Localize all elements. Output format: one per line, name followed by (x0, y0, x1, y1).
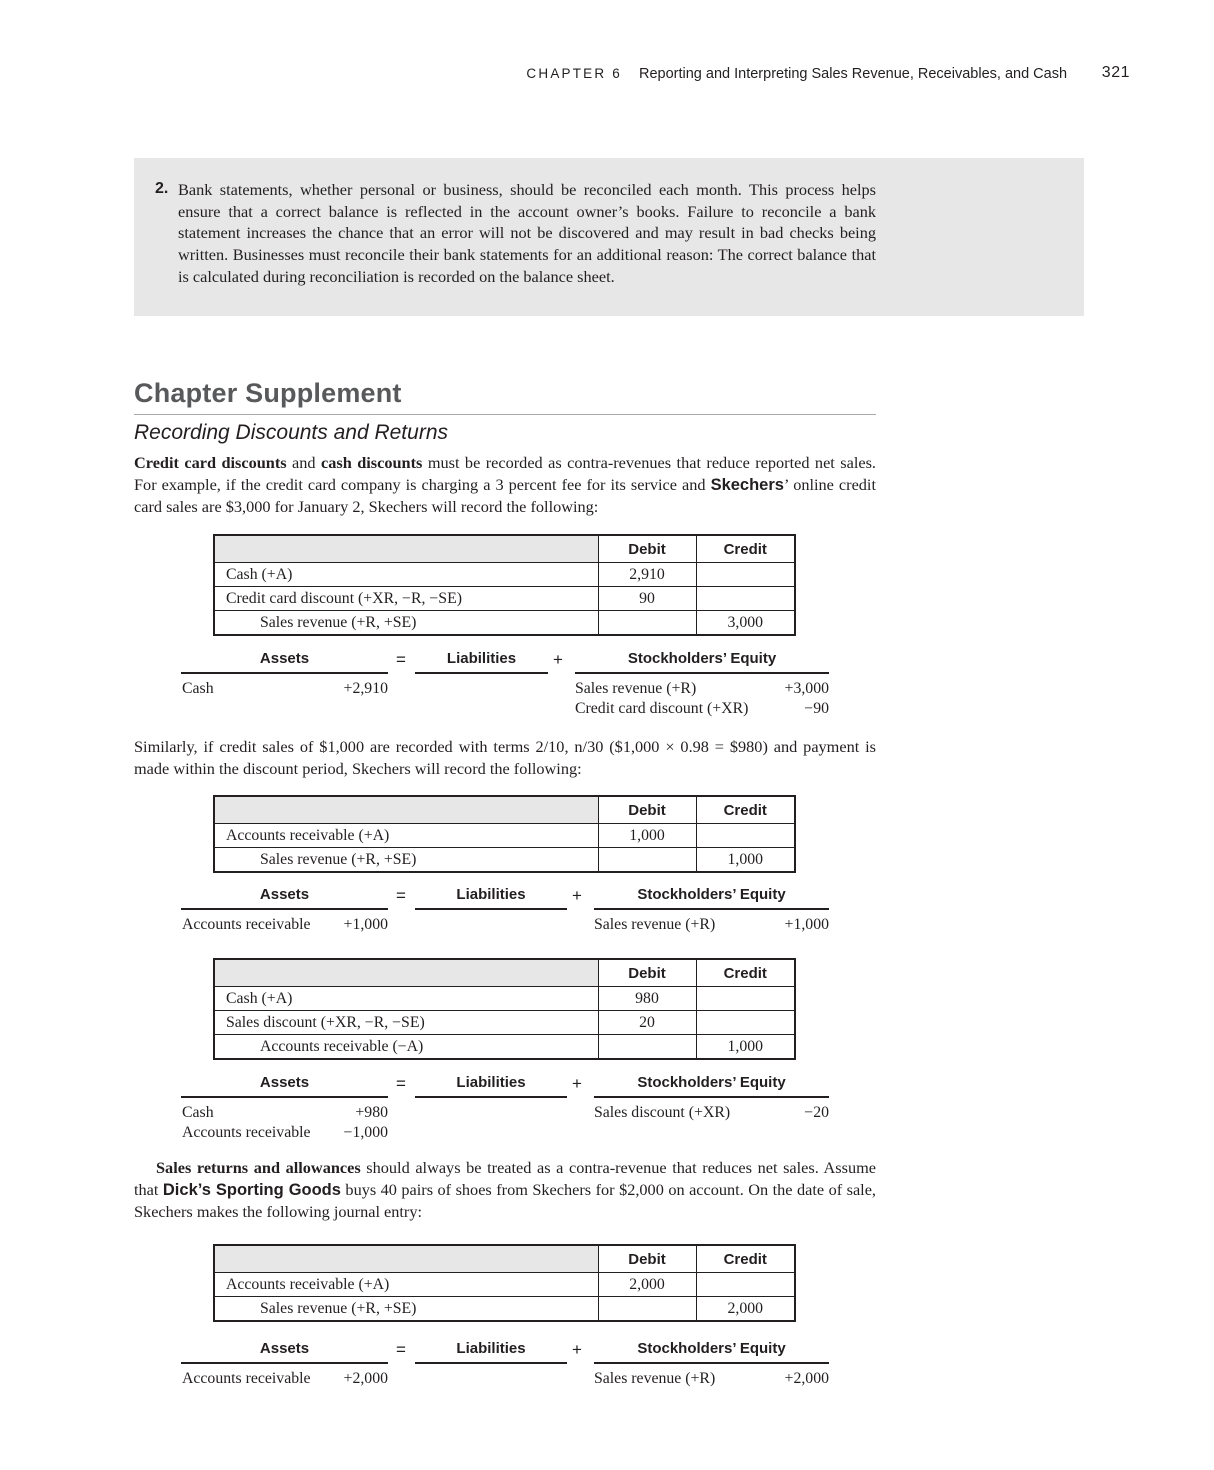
para-text: ’ online credit card sales are $3,000 for January 2, Skechers will record the following: (134, 474, 876, 517)
debit-header: Debit (598, 1246, 696, 1273)
term-cash-discounts: cash discounts (321, 453, 423, 472)
account-name: Accounts receivable (+A) (215, 824, 598, 848)
para-text: must be recorded as contra-revenues that reduce reported net sales. For example, if the credit card company is charging a 3 percent fee for its service and (134, 453, 876, 494)
supplement-title: Chapter Supplement (134, 378, 402, 408)
account-name: Sales revenue (+R, +SE) (215, 848, 598, 872)
credit-header: Credit (696, 960, 794, 987)
debit-amount: 1,000 (598, 824, 696, 848)
page-number: 321 (1101, 64, 1130, 81)
term-credit-card-discounts: Credit card discounts (134, 453, 287, 472)
asset-amount: +2,000 (343, 1370, 388, 1387)
credit-amount (696, 987, 794, 1011)
debit-amount: 2,000 (598, 1273, 696, 1297)
asset-account: Accounts receivable (182, 916, 311, 933)
credit-amount (696, 563, 794, 587)
asset-account: Cash (182, 1104, 214, 1121)
equity-account: Sales revenue (+R) (594, 916, 716, 933)
plus-sign: + (572, 1340, 582, 1359)
answer-text: Bank statements, whether personal or business, should be reconciled each month. This process helps ensure that a correct balance is reflected in the account owner’s books. Failure to reconcile a bank statement increases the chance that an error will not be discovered and may result in bad checks being written. Businesses must reconcile their bank statements for an additional reason: The correct balance that is calculated during reconciliation is recorded on the balance sheet. (178, 180, 876, 286)
equation-underline (181, 1096, 388, 1098)
journal-header-row (215, 960, 794, 987)
debit-amount: 20 (598, 1011, 696, 1035)
debit-amount (598, 848, 696, 872)
account-name: Accounts receivable (+A) (215, 1273, 598, 1297)
equity-amount: +1,000 (784, 916, 829, 933)
journal-row (215, 1011, 794, 1035)
answer-number: 2. (155, 180, 169, 197)
equity-amount: −90 (804, 700, 829, 717)
para-text: should always be treated as a contra-revenue that reduces net sales. Assume that (134, 1158, 876, 1199)
equals-sign: = (396, 886, 406, 905)
plus-sign: + (572, 1074, 582, 1093)
accounting-equation (181, 650, 829, 720)
equals-sign: = (396, 1340, 406, 1359)
equation-underline (594, 908, 829, 910)
journal-row (215, 1035, 794, 1059)
equity-header: Stockholders’ Equity (627, 650, 777, 667)
liabilities-header: Liabilities (456, 886, 526, 903)
journal-table (213, 795, 796, 873)
assets-header: Assets (259, 650, 310, 667)
equity-header: Stockholders’ Equity (637, 1340, 786, 1357)
accounting-equation (181, 1074, 829, 1144)
debit-header: Debit (598, 960, 696, 987)
equity-amount: +2,000 (784, 1370, 829, 1387)
equity-account: Credit card discount (+XR) (575, 700, 749, 717)
equity-amount: +3,000 (784, 680, 829, 697)
chapter-title: Reporting and Interpreting Sales Revenue, Receivables, and Cash (639, 66, 1068, 82)
equation-underline (415, 672, 548, 674)
journal-header-row (215, 797, 794, 824)
credit-amount: 2,000 (696, 1297, 794, 1321)
journal-table (213, 1244, 796, 1322)
debit-amount (598, 1035, 696, 1059)
credit-amount: 1,000 (696, 1035, 794, 1059)
journal-table (213, 958, 796, 1060)
liabilities-header: Liabilities (456, 1340, 526, 1357)
account-name: Accounts receivable (−A) (215, 1035, 598, 1059)
equity-header: Stockholders’ Equity (637, 1074, 786, 1091)
account-name: Sales revenue (+R, +SE) (215, 1297, 598, 1321)
journal-row (215, 1297, 794, 1321)
equity-account: Sales discount (+XR) (594, 1104, 731, 1121)
equals-sign: = (396, 650, 406, 669)
equity-account: Sales revenue (+R) (575, 680, 697, 697)
assets-header: Assets (259, 1074, 310, 1091)
equation-underline (181, 672, 388, 674)
account-name: Cash (+A) (215, 987, 598, 1011)
para-text: buys 40 pairs of shoes from Skechers for $2,000 on account. On the date of sale, Skechers makes the following journal entry: (134, 1179, 877, 1222)
equity-header: Stockholders’ Equity (637, 886, 786, 903)
liabilities-header: Liabilities (456, 1074, 526, 1091)
journal-header-row (215, 1246, 794, 1273)
account-header (215, 536, 598, 563)
account-name: Cash (+A) (215, 563, 598, 587)
equation-underline (594, 1096, 829, 1098)
asset-account: Cash (182, 680, 214, 697)
account-name: Sales revenue (+R, +SE) (215, 611, 598, 635)
equals-sign: = (396, 1074, 406, 1093)
plus-sign: + (572, 886, 582, 905)
journal-row (215, 848, 794, 872)
debit-header: Debit (598, 536, 696, 563)
paragraph-credit-sales: Similarly, if credit sales of $1,000 are recorded with terms 2/10, n/30 ($1,000 × 0.98 = $980) and payment is made within the discount period, Skechers will record the following: (134, 737, 876, 778)
credit-amount (696, 1273, 794, 1297)
asset-account: Accounts receivable (182, 1124, 311, 1141)
company-skechers: Skechers (710, 475, 784, 494)
asset-amount: +1,000 (343, 916, 388, 933)
accounting-equation (181, 1340, 829, 1410)
debit-amount: 90 (598, 587, 696, 611)
term-sales-returns: Sales returns and allowances (156, 1158, 361, 1177)
asset-amount: +980 (355, 1104, 388, 1121)
equation-underline (415, 1362, 567, 1364)
equity-amount: −20 (804, 1104, 829, 1121)
account-header (215, 797, 598, 824)
equation-underline (594, 1362, 829, 1364)
journal-row (215, 987, 794, 1011)
paragraph-sales-returns (134, 1157, 876, 1223)
credit-header: Credit (696, 797, 794, 824)
journal-row (215, 587, 794, 611)
running-header (0, 64, 1130, 86)
credit-amount (696, 587, 794, 611)
credit-amount (696, 824, 794, 848)
assets-header: Assets (259, 1340, 310, 1357)
credit-header: Credit (696, 1246, 794, 1273)
paragraph-card-discounts (134, 452, 876, 518)
journal-row (215, 1273, 794, 1297)
assets-header: Assets (259, 886, 310, 903)
supplement-subtitle: Recording Discounts and Returns (134, 421, 448, 444)
debit-amount (598, 611, 696, 635)
equation-underline (181, 908, 388, 910)
credit-header: Credit (696, 536, 794, 563)
debit-amount (598, 1297, 696, 1321)
equation-underline (181, 1362, 388, 1364)
credit-amount (696, 1011, 794, 1035)
account-header (215, 960, 598, 987)
asset-amount: −1,000 (343, 1124, 388, 1141)
para-text: and (286, 453, 322, 472)
asset-account: Accounts receivable (182, 1370, 311, 1387)
credit-amount: 1,000 (696, 848, 794, 872)
heading-rule (134, 414, 876, 415)
debit-amount: 980 (598, 987, 696, 1011)
equation-underline (575, 672, 829, 674)
account-header (215, 1246, 598, 1273)
accounting-equation (181, 886, 829, 956)
asset-amount: +2,910 (343, 680, 388, 697)
answer-box (134, 158, 1084, 316)
journal-row (215, 563, 794, 587)
journal-row (215, 611, 794, 635)
journal-table (213, 534, 796, 636)
equity-account: Sales revenue (+R) (594, 1370, 716, 1387)
equation-underline (415, 908, 567, 910)
equation-underline (415, 1096, 567, 1098)
debit-header: Debit (598, 797, 696, 824)
chapter-label: CHAPTER 6 (526, 66, 622, 81)
journal-row (215, 824, 794, 848)
credit-amount: 3,000 (696, 611, 794, 635)
account-name: Credit card discount (+XR, −R, −SE) (215, 587, 598, 611)
debit-amount: 2,910 (598, 563, 696, 587)
journal-header-row (215, 536, 794, 563)
account-name: Sales discount (+XR, −R, −SE) (215, 1011, 598, 1035)
plus-sign: + (553, 650, 563, 669)
company-dicks: Dick’s Sporting Goods (162, 1180, 341, 1199)
liabilities-header: Liabilities (446, 650, 517, 667)
